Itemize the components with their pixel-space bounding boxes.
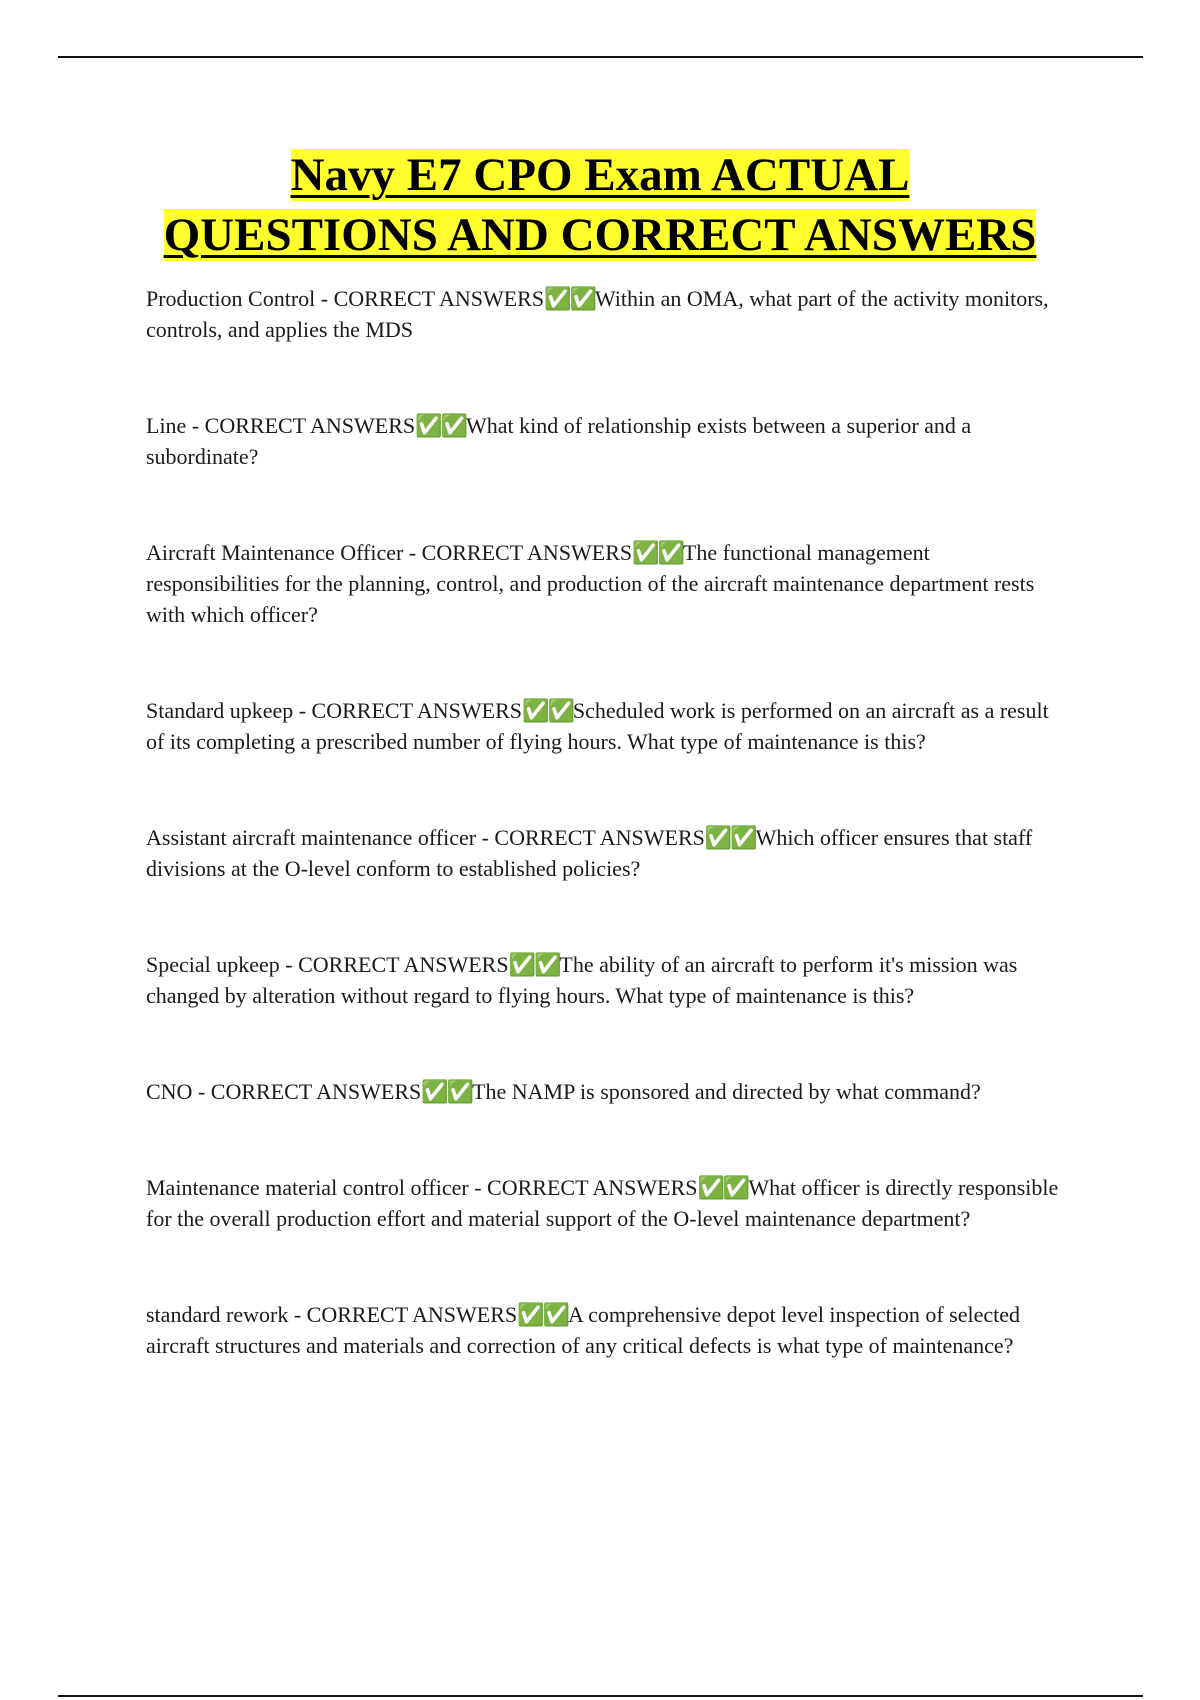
answer-marker: - CORRECT ANSWERS <box>293 698 523 723</box>
question-text: The NAMP is sponsored and directed by what command? <box>472 1079 981 1104</box>
answer-marker: - CORRECT ANSWERS <box>192 1079 422 1104</box>
answer-marker: - CORRECT ANSWERS <box>468 1175 698 1200</box>
answer-marker: - CORRECT ANSWERS <box>403 540 633 565</box>
double-check-icon: ✅✅ <box>632 540 683 565</box>
qa-item <box>146 695 1066 757</box>
answer-text: Standard upkeep <box>146 698 294 723</box>
qa-item <box>146 1076 1066 1107</box>
question-text: What kind of relationship exists between a superior and a subordinate? <box>146 413 972 469</box>
qa-item <box>146 1172 1066 1234</box>
double-check-icon: ✅✅ <box>415 413 466 438</box>
double-check-icon: ✅✅ <box>704 825 756 850</box>
double-check-icon: ✅✅ <box>697 1175 749 1200</box>
answer-text: Assistant aircraft maintenance officer <box>146 825 477 850</box>
question-text: Scheduled work is performed on an aircraft as a result of its completing a prescribed number of flying hours. What type of maintenance is this? <box>146 698 1049 754</box>
double-check-icon: ✅✅ <box>522 698 573 723</box>
qa-item <box>146 410 1066 472</box>
answer-marker: - CORRECT ANSWERS <box>476 825 705 850</box>
question-text: Within an OMA, what part of the activity monitors, controls, and applies the MDS <box>146 286 1049 342</box>
answer-text: Maintenance material control officer <box>146 1175 469 1200</box>
qa-item <box>146 283 1066 345</box>
answer-text: Line <box>146 413 187 438</box>
answer-marker: - CORRECT ANSWERS <box>186 413 416 438</box>
title-line-2: QUESTIONS AND CORRECT ANSWERS <box>163 209 1037 261</box>
question-text: The ability of an aircraft to perform it's mission was changed by alteration without regard to flying hours. What type of maintenance is this? <box>146 952 1018 1008</box>
qa-item <box>146 822 1066 884</box>
answer-text: CNO <box>146 1079 193 1104</box>
qa-item <box>146 537 1066 630</box>
double-check-icon: ✅✅ <box>421 1079 473 1104</box>
answer-text: Production Control <box>146 286 316 311</box>
answer-text: Special upkeep <box>146 952 280 977</box>
qa-item <box>146 949 1066 1011</box>
double-check-icon: ✅✅ <box>517 1302 568 1327</box>
question-text: The functional management responsibilities for the planning, control, and production of the aircraft maintenance department rests with which officer? <box>146 540 1035 627</box>
page-title <box>0 145 1200 265</box>
answer-text: standard rework <box>146 1302 289 1327</box>
answer-marker: - CORRECT ANSWERS <box>279 952 509 977</box>
question-text: What officer is directly responsible for the overall production effort and material support of the O-level maintenance department? <box>146 1175 1059 1231</box>
bottom-rule <box>58 1695 1143 1697</box>
answer-text: Aircraft Maintenance Officer <box>146 540 404 565</box>
question-text: A comprehensive depot level inspection of selected aircraft structures and materials and correction of any critical defects is what type of maintenance? <box>146 1302 1021 1358</box>
double-check-icon: ✅✅ <box>544 286 595 311</box>
qa-item <box>146 1299 1066 1361</box>
question-text: Which officer ensures that staff divisions at the O-level conform to established policies? <box>146 825 1033 881</box>
title-line-1: Navy E7 CPO Exam ACTUAL <box>290 149 910 201</box>
answer-marker: - CORRECT ANSWERS <box>315 286 545 311</box>
double-check-icon: ✅✅ <box>508 952 560 977</box>
top-rule <box>58 56 1143 58</box>
qa-list <box>146 283 1066 1426</box>
answer-marker: - CORRECT ANSWERS <box>288 1302 518 1327</box>
